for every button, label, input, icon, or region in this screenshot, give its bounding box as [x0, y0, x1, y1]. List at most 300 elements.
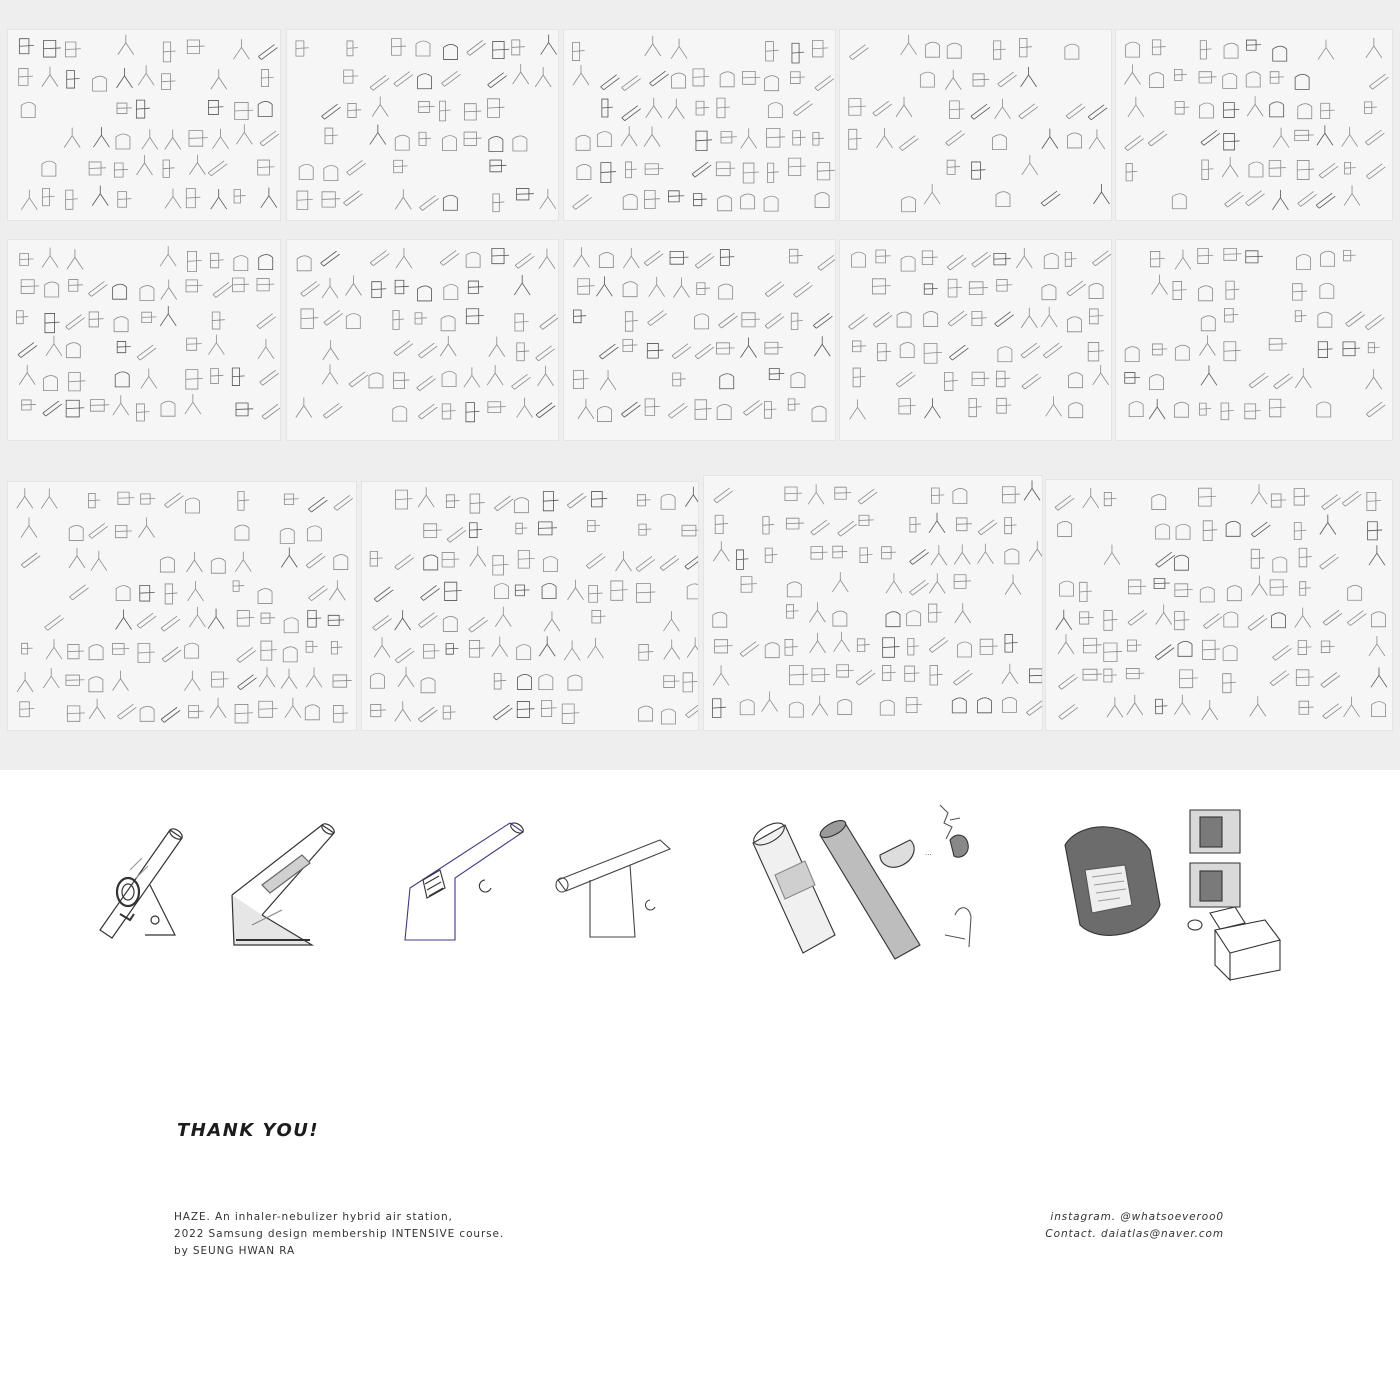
- doodle-mark: [683, 673, 697, 692]
- svg-text:···: ···: [925, 851, 932, 859]
- doodle-mark: [813, 313, 832, 328]
- doodle-mark: [852, 341, 866, 352]
- doodle-mark: [577, 164, 591, 179]
- doodle-mark: [17, 311, 29, 324]
- doodle-mark: [1058, 521, 1072, 536]
- doodle-mark: [285, 698, 301, 718]
- doodle-mark: [424, 524, 442, 538]
- doodle-mark: [925, 42, 939, 57]
- doodle-mark: [766, 42, 779, 61]
- doodle-mark: [113, 395, 129, 415]
- doodle-mark: [1005, 549, 1019, 564]
- doodle-mark: [489, 337, 505, 357]
- doodle-mark: [1199, 72, 1216, 83]
- doodle-mark: [931, 488, 944, 503]
- doodle-mark: [1221, 403, 1234, 420]
- doodle-mark: [444, 44, 458, 59]
- doodle-mark: [139, 518, 155, 538]
- doodle-mark: [115, 372, 129, 387]
- doodle-mark: [897, 312, 911, 327]
- doodle-mark: [1065, 252, 1076, 266]
- doodle-mark: [1203, 640, 1221, 659]
- doodle-mark: [469, 640, 484, 657]
- doodle-mark: [544, 611, 560, 631]
- doodle-mark: [1019, 104, 1038, 119]
- doodle-mark: [208, 609, 224, 629]
- doodle-mark: [945, 70, 961, 90]
- doodle-mark: [882, 665, 895, 680]
- doodle-mark: [765, 643, 779, 658]
- doodle-mark: [258, 339, 274, 359]
- doodle-mark: [837, 665, 854, 677]
- doodle-mark: [1089, 129, 1105, 149]
- doodle-mark: [117, 704, 136, 719]
- instagram-handle[interactable]: instagram. @whatsoeveroo0: [1050, 1211, 1224, 1223]
- doodle-mark: [950, 101, 965, 119]
- doodle-mark: [540, 189, 556, 209]
- doodle-mark: [1273, 557, 1287, 572]
- doodle-mark: [714, 488, 733, 503]
- doodle-mark: [1126, 164, 1137, 181]
- doodle-mark: [622, 106, 641, 121]
- doodle-mark: [299, 164, 313, 179]
- doodle-mark: [281, 669, 297, 689]
- doodle-mark: [308, 497, 327, 512]
- doodle-mark: [929, 573, 945, 593]
- doodle-mark: [188, 581, 204, 601]
- doodle-mark: [1088, 105, 1107, 120]
- doodle-mark: [1249, 162, 1263, 177]
- doodle-mark: [443, 706, 455, 719]
- doodle-mark: [949, 345, 968, 360]
- doodle-mark: [494, 496, 513, 511]
- doodle-mark: [1043, 343, 1062, 358]
- doodle-mark: [1366, 38, 1382, 58]
- doodle-mark: [446, 495, 459, 508]
- doodle-mark: [910, 517, 921, 532]
- doodle-mark: [693, 194, 706, 206]
- doodle-mark: [136, 404, 149, 421]
- doodle-mark: [69, 373, 86, 391]
- doodle-mark: [1365, 130, 1384, 145]
- doodle-mark: [1317, 402, 1331, 417]
- doodle-mark: [1246, 251, 1263, 263]
- doodle-mark: [719, 313, 738, 328]
- doodle-mark: [539, 249, 555, 269]
- doodle-mark: [1024, 480, 1040, 500]
- doodle-mark: [834, 632, 850, 652]
- doodle-mark: [1251, 522, 1270, 537]
- doodle-mark: [1150, 73, 1164, 88]
- doodle-mark: [371, 673, 385, 688]
- doodle-mark: [1222, 157, 1238, 177]
- doodle-mark: [261, 188, 277, 208]
- doodle-mark: [514, 498, 528, 513]
- doodle-mark: [785, 639, 798, 655]
- doodle-mark: [1175, 345, 1189, 360]
- doodle-mark: [495, 584, 509, 599]
- doodle-mark: [259, 701, 278, 717]
- doodle-mark: [896, 97, 912, 117]
- doodle-mark: [163, 42, 175, 62]
- doodle-mark: [489, 137, 503, 152]
- doodle-mark: [948, 279, 962, 297]
- doodle-mark: [44, 40, 61, 57]
- doodle-mark: [1128, 610, 1147, 625]
- doodle-mark: [1366, 164, 1385, 179]
- doodle-mark: [574, 310, 587, 323]
- doodle-mark: [237, 647, 256, 662]
- doodle-mark: [235, 552, 251, 572]
- doodle-mark: [902, 197, 916, 212]
- doodle-mark: [1199, 335, 1215, 355]
- doodle-mark: [423, 645, 439, 659]
- doodle-mark: [765, 342, 783, 354]
- doodle-mark: [185, 394, 201, 414]
- doodle-mark: [573, 194, 592, 209]
- doodles: [564, 30, 835, 220]
- doodle-mark: [164, 493, 183, 508]
- doodle-mark: [995, 312, 1014, 327]
- doodle-mark: [189, 155, 205, 175]
- doodle-mark: [488, 73, 507, 88]
- doodle-mark: [328, 615, 344, 625]
- doodle-mark: [421, 678, 435, 693]
- doodle-mark: [858, 489, 877, 504]
- doodle-mark: [849, 45, 868, 60]
- doodle-mark: [115, 525, 131, 537]
- doodle-mark: [22, 400, 36, 410]
- doodle-mark: [1005, 635, 1018, 653]
- doodle-mark: [464, 367, 480, 387]
- doodle-mark: [211, 558, 225, 573]
- doodle-mark: [971, 104, 990, 119]
- doodle-mark: [1369, 74, 1388, 89]
- doodle-mark: [1273, 46, 1287, 61]
- doodle-mark: [765, 282, 784, 297]
- doodle-mark: [348, 104, 361, 118]
- doodle-mark: [741, 194, 755, 209]
- inhaler-stand-sketch-2: [222, 815, 352, 955]
- doodle-mark: [833, 611, 847, 626]
- doodle-mark: [994, 99, 1010, 119]
- doodle-mark: [586, 554, 605, 569]
- doodle-mark: [89, 162, 106, 175]
- contact-email[interactable]: Contact. daiatlas@naver.com: [1045, 1228, 1224, 1240]
- doodle-mark: [187, 251, 201, 271]
- doodle-mark: [1067, 281, 1086, 296]
- doodle-mark: [645, 191, 661, 209]
- doodle-mark: [765, 548, 777, 562]
- doodle-mark: [1156, 524, 1170, 539]
- doodle-mark: [232, 368, 244, 386]
- doodle-mark: [349, 372, 368, 387]
- doodle-mark: [1176, 524, 1190, 539]
- doodle-mark: [649, 277, 665, 297]
- doodle-mark: [947, 43, 961, 58]
- doodle-mark: [1299, 701, 1314, 714]
- doodle-mark: [851, 252, 865, 267]
- doodle-mark: [1180, 670, 1198, 688]
- doodle-mark: [791, 72, 806, 84]
- doodle-mark: [41, 489, 57, 509]
- doodle-mark: [394, 72, 413, 87]
- doodle-mark: [1296, 670, 1314, 686]
- doodle-mark: [1246, 191, 1265, 206]
- doodle-mark: [740, 700, 754, 715]
- doodle-mark: [1251, 549, 1264, 568]
- doodle-mark: [257, 279, 274, 291]
- doodle-mark: [623, 339, 637, 351]
- doodle-mark: [235, 525, 249, 540]
- doodle-mark: [116, 68, 132, 88]
- doodle-mark: [492, 248, 509, 263]
- doodle-mark: [743, 400, 762, 415]
- doodle-mark: [467, 40, 486, 55]
- doodle-mark: [623, 282, 637, 297]
- doodle-mark: [539, 675, 553, 690]
- doodle-mark: [1083, 638, 1101, 653]
- doodle-mark: [1058, 634, 1074, 654]
- doodle-mark: [43, 376, 57, 391]
- doodle-mark: [1002, 664, 1018, 684]
- doodle-mark: [1149, 375, 1163, 390]
- doodle-mark: [695, 253, 714, 268]
- doodle-mark: [137, 155, 153, 175]
- doodle-mark: [393, 310, 404, 329]
- doodle-mark: [857, 639, 869, 652]
- doodle-mark: [306, 641, 318, 652]
- doodle-mark: [883, 638, 900, 658]
- doodle-mark: [118, 492, 134, 504]
- doodle-mark: [1224, 342, 1241, 361]
- doodle-mark: [89, 312, 103, 327]
- doodle-mark: [518, 674, 532, 689]
- doodle-mark: [663, 611, 679, 631]
- doodle-mark: [1178, 641, 1192, 656]
- doodle-mark: [259, 255, 273, 270]
- doodles: [287, 30, 558, 220]
- doodle-mark: [1321, 251, 1335, 266]
- doodle-mark: [487, 365, 503, 385]
- doodle-mark: [1224, 134, 1240, 150]
- doodle-mark: [623, 194, 637, 209]
- doodle-mark: [636, 556, 655, 571]
- doodle-mark: [661, 494, 675, 509]
- doodle-mark: [118, 192, 132, 208]
- doodle-mark: [996, 192, 1010, 207]
- doodle-mark: [442, 552, 459, 567]
- sketch-sheet: [287, 240, 558, 440]
- doodle-mark: [1174, 69, 1187, 80]
- doodle-mark: [720, 250, 734, 266]
- doodle-mark: [43, 668, 59, 688]
- doodle-mark: [1271, 494, 1286, 507]
- doodle-mark: [1104, 669, 1117, 682]
- doodle-mark: [1127, 695, 1143, 715]
- sketch-sheet: [1116, 240, 1392, 440]
- doodle-mark: [1150, 251, 1164, 266]
- doodle-mark: [394, 160, 408, 173]
- doodle-mark: [713, 665, 729, 685]
- doodle-mark: [395, 610, 411, 630]
- doodle-mark: [692, 162, 711, 177]
- doodle-mark: [445, 582, 462, 600]
- doodle-mark: [258, 101, 272, 116]
- doodle-mark: [768, 103, 782, 118]
- doodle-mark: [301, 309, 318, 328]
- doodle-mark: [1152, 40, 1165, 55]
- doodle-mark: [373, 615, 392, 630]
- doodle-mark: [969, 282, 988, 295]
- doodle-mark: [234, 256, 248, 271]
- doodle-mark: [70, 585, 89, 600]
- doodle-mark: [517, 701, 534, 717]
- doodle-mark: [284, 618, 298, 633]
- doodle-mark: [325, 128, 338, 144]
- doodle-mark: [1299, 548, 1312, 567]
- doodle-mark: [997, 398, 1011, 413]
- doodle-mark: [418, 707, 437, 722]
- doodle-mark: [141, 368, 157, 388]
- doodle-mark: [741, 338, 757, 358]
- doodle-mark: [1295, 608, 1311, 628]
- doodle-mark: [1125, 347, 1139, 362]
- doodle-mark: [713, 612, 727, 627]
- doodle-mark: [973, 74, 989, 86]
- doodle-mark: [93, 76, 107, 91]
- doodle-mark: [1200, 587, 1214, 602]
- doodle-mark: [261, 641, 277, 660]
- doodle-mark: [419, 132, 431, 145]
- doodle-mark: [646, 98, 662, 118]
- doodle-mark: [346, 275, 362, 295]
- doodle-mark: [137, 345, 156, 360]
- doodle-mark: [810, 633, 826, 653]
- doodle-mark: [261, 613, 275, 623]
- doodle-mark: [21, 190, 37, 210]
- doodle-mark: [929, 513, 945, 533]
- doodle-mark: [793, 131, 806, 145]
- doodle-mark: [601, 75, 620, 90]
- doodle-mark: [741, 128, 757, 148]
- doodle-mark: [1298, 641, 1311, 655]
- doodle-mark: [1298, 191, 1317, 206]
- doodle-mark: [442, 71, 461, 86]
- doodle-mark: [813, 133, 824, 146]
- doodle-mark: [767, 163, 778, 182]
- doodle-mark: [1348, 585, 1362, 600]
- doodle-mark: [257, 314, 276, 329]
- doodle-mark: [1152, 495, 1166, 510]
- doodle-mark: [69, 548, 85, 568]
- doodle-mark: [69, 280, 83, 292]
- doodle-mark: [161, 707, 180, 722]
- doodle-mark: [929, 637, 948, 652]
- doodle-mark: [993, 41, 1005, 59]
- doodle-mark: [736, 550, 748, 570]
- doodle-mark: [305, 705, 319, 720]
- doodle-mark: [873, 101, 892, 116]
- doodle-mark: [849, 129, 862, 149]
- doodle-mark: [1321, 103, 1335, 118]
- doodle-mark: [68, 645, 84, 659]
- doodle-mark: [849, 99, 866, 116]
- sketch-sheet: [8, 240, 280, 440]
- doodle-mark: [142, 129, 158, 149]
- doodle-mark: [517, 645, 531, 660]
- sketch-sheet: [287, 30, 558, 220]
- doodle-mark: [695, 344, 714, 359]
- doodle-mark: [597, 132, 611, 147]
- doodle-mark: [1090, 309, 1104, 324]
- doodle-mark: [395, 648, 414, 663]
- doodle-mark: [20, 702, 35, 717]
- doodle-mark: [648, 311, 667, 326]
- doodle-mark: [1342, 127, 1358, 147]
- doodle-mark: [493, 42, 509, 59]
- doodle-mark: [948, 311, 967, 326]
- doodle-mark: [980, 639, 998, 654]
- doodle-mark: [929, 604, 942, 622]
- doodle-mark: [395, 701, 411, 721]
- doodle-mark: [469, 617, 488, 632]
- doodle-mark: [466, 252, 480, 267]
- doodle-mark: [716, 343, 734, 354]
- doodle-mark: [394, 341, 413, 356]
- doodle-mark: [160, 306, 176, 326]
- doodle-mark: [347, 160, 366, 175]
- doodle-mark: [668, 403, 687, 418]
- doodle-mark: [392, 39, 406, 56]
- doodle-mark: [1250, 696, 1266, 716]
- doodle-mark: [906, 697, 922, 712]
- doodle-mark: [645, 164, 663, 175]
- doodle-mark: [393, 406, 407, 421]
- doodle-mark: [767, 128, 785, 147]
- doodle-mark: [899, 136, 918, 151]
- doodle-mark: [1366, 369, 1382, 389]
- doodle-mark: [1223, 645, 1237, 660]
- doodle-mark: [343, 191, 362, 206]
- doodle-mark: [850, 399, 866, 419]
- doodle-mark: [687, 584, 698, 599]
- doodle-mark: [838, 699, 852, 714]
- doodle-mark: [396, 490, 413, 509]
- doodle-mark: [789, 666, 808, 685]
- doodle-mark: [283, 647, 297, 662]
- doodle-mark: [601, 163, 616, 183]
- doodle-mark: [1175, 612, 1190, 630]
- doodle-mark: [789, 249, 802, 263]
- doodle-mark: [45, 313, 60, 332]
- doodle-mark: [621, 126, 637, 146]
- doodle-mark: [1318, 312, 1332, 327]
- doodle-mark: [972, 311, 987, 325]
- doodle-mark: [786, 605, 798, 618]
- doodle-mark: [1368, 343, 1379, 353]
- doodle-mark: [1022, 374, 1041, 389]
- doodle-mark: [1088, 342, 1104, 360]
- doodle-mark: [1372, 702, 1386, 717]
- doodle-mark: [1016, 248, 1032, 268]
- doodle-mark: [45, 615, 64, 630]
- doodle-mark: [650, 71, 669, 86]
- doodle-mark: [1104, 545, 1120, 565]
- doodle-mark: [517, 343, 530, 361]
- doodle-mark: [741, 577, 757, 593]
- doodle-mark: [42, 189, 54, 206]
